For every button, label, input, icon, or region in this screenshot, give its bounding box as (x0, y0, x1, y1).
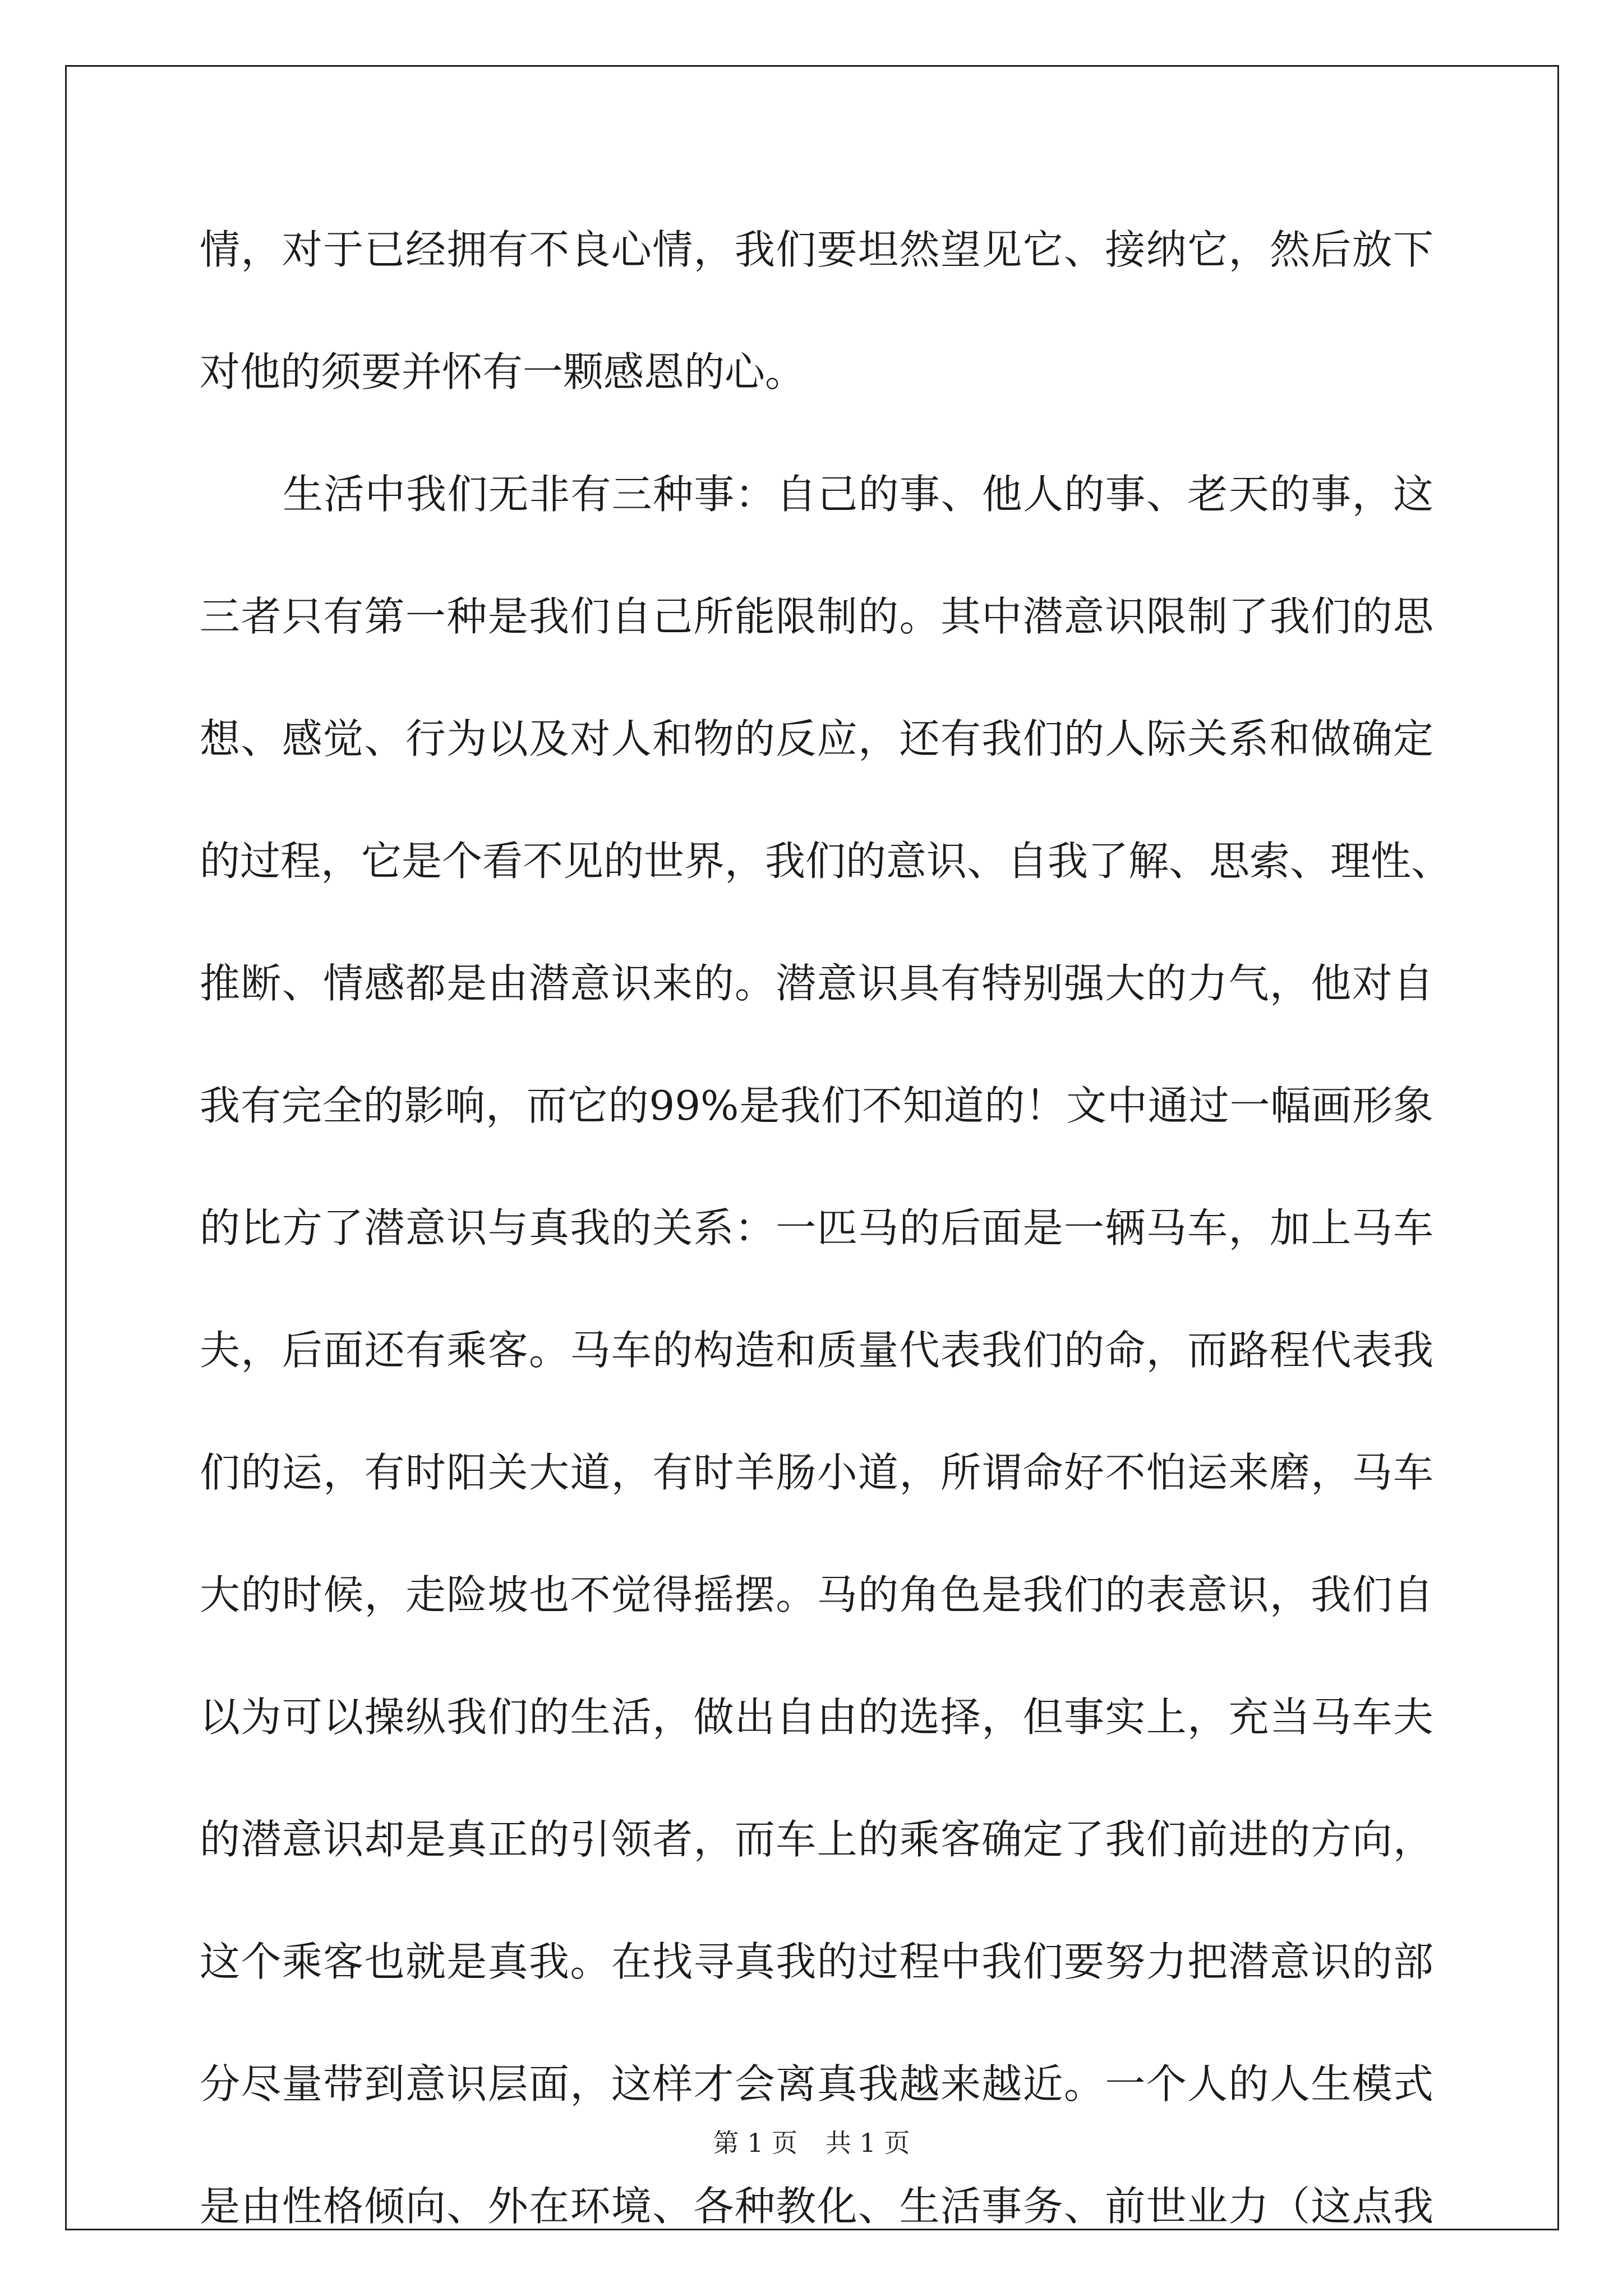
page-footer (0, 2126, 1623, 2160)
document-body (200, 213, 1452, 2292)
text-line: 对他的须要并怀有一颗感恩的心。 (200, 348, 806, 395)
text-line: 的过程，它是个看不见的世界，我们的意识、自我了解、思索、理性、 (200, 838, 1452, 885)
text-line: 这个乘客也就是真我。在找寻真我的过程中我们要努力把潜意识的部 (200, 1938, 1433, 1985)
page-total: 共 1 页 (826, 2128, 910, 2158)
text-line: 分尽量带到意识层面，这样才会离真我越来越近。一个人的人生模式 (200, 2060, 1433, 2108)
text-line: 是由性格倾向、外在环境、各种教化、生活事务、前世业力（这点我 (200, 2183, 1433, 2230)
text-line: 们的运，有时阳关大道，有时羊肠小道，所谓命好不怕运来磨，马车 (200, 1449, 1433, 1496)
text-line: 想、感觉、行为以及对人和物的反应，还有我们的人际关系和做确定 (200, 715, 1433, 762)
text-line: 的潜意识却是真正的引领者，而车上的乘客确定了我们前进的方向， (200, 1816, 1433, 1863)
text-line: 我有完全的影响，而它的99%是我们不知道的！文中通过一幅画形象 (200, 1082, 1433, 1129)
text-line: 的比方了潜意识与真我的关系：一匹马的后面是一辆马车，加上马车 (200, 1204, 1433, 1251)
text-line: 生活中我们无非有三种事：自己的事、他人的事、老天的事，这 (283, 471, 1433, 518)
page-number: 第 1 页 (713, 2128, 797, 2158)
text-line: 三者只有第一种是我们自己所能限制的。其中潜意识限制了我们的思 (200, 593, 1433, 640)
text-line: 夫，后面还有乘客。马车的构造和质量代表我们的命，而路程代表我 (200, 1327, 1433, 1374)
text-line: 大的时候，走险坡也不觉得摇摆。马的角色是我们的表意识，我们自 (200, 1571, 1433, 1618)
text-line: 情，对于已经拥有不良心情，我们要坦然望见它、接纳它，然后放下 (200, 226, 1433, 273)
text-line: 以为可以操纵我们的生活，做出自由的选择，但事实上，充当马车夫 (200, 1694, 1433, 1741)
text-line: 推断、情感都是由潜意识来的。潜意识具有特别强大的力气，他对自 (200, 960, 1433, 1007)
